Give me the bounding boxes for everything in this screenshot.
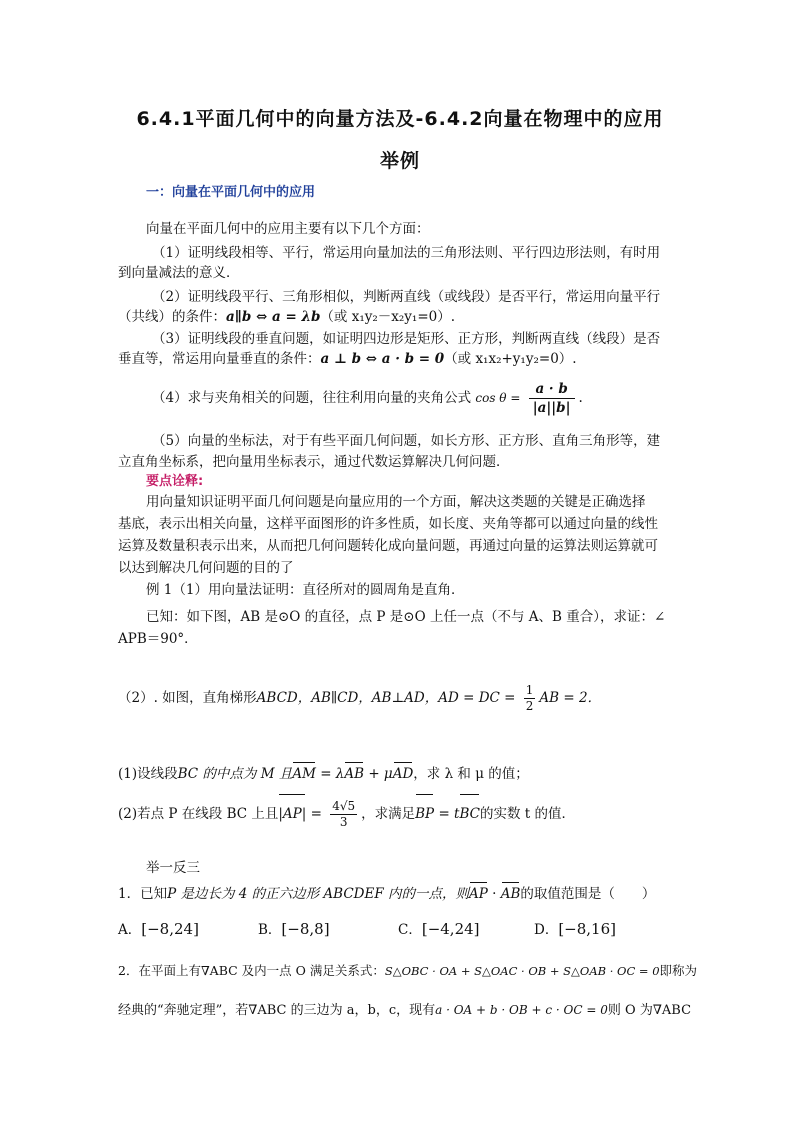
pq1-suffix: 的取值范围是（ ） (520, 886, 656, 902)
choice-d (534, 918, 616, 938)
practice-heading: 举一反三 (146, 860, 200, 876)
angle-formula-fraction (529, 380, 575, 417)
pq1-prefix: 1．已知 (118, 886, 168, 902)
point-2-suffix: （或 x₁y₂－x₂y₁=0）. (320, 309, 456, 325)
practice-question-1 (118, 884, 655, 904)
half-denominator: 2 (525, 699, 534, 713)
notes-line-3: 运算及数量积表示出来，从而把几何问题转化成向量问题，再通过向量的运算法则运算就可 (118, 538, 658, 554)
choice-c (398, 918, 480, 938)
q2-eq: = (306, 806, 322, 822)
point-4-prefix: （4）求与夹角相关的问题，往往利用向量的夹角公式 (152, 390, 472, 406)
ap-length-numerator: 4√5 (332, 799, 356, 813)
q1-plus: + μ (364, 766, 393, 782)
vector-ap-abs: |AP| (278, 796, 306, 832)
q1-suffix: ，求 λ 和 μ 的值； (413, 766, 529, 782)
ap-length-fraction (330, 799, 357, 830)
practice-question-2-line-1 (118, 961, 697, 981)
half-fraction (524, 683, 536, 714)
vector-bp: BP (415, 796, 434, 832)
point-4-line (152, 378, 583, 418)
example-1-line-2: 已知：如下图，AB 是⊙O 的直径，点 P 是⊙O 上任一点（不与 A、B 重合），求证：∠ (146, 609, 666, 625)
example-1-line-3: APB＝90°． (118, 631, 198, 647)
choice-a-value: [−8,24] (141, 920, 199, 938)
example-1-line-1: 例 1（1）用向量法证明：直径所对的圆周角是直角． (146, 582, 465, 598)
page-title: 6.4.1平面几何中的向量方法及-6.4.2向量在物理中的应用 (136, 108, 664, 130)
page-title-continued: 举例 (379, 150, 420, 172)
point-3-suffix: （或 x₁x₂+y₁y₂=0）. (444, 351, 577, 367)
point-1-line-1: （1）证明线段相等、平行，常运用向量加法的三角形法则、平行四边形法则，有时用 (152, 245, 661, 261)
pq2-line2-suffix: 则 O 为∇ABC (607, 1003, 692, 1018)
vector-ad: AD (392, 766, 414, 782)
practice-question-2-line-2 (118, 1000, 691, 1021)
choice-a (118, 918, 199, 938)
notes-line-2: 基底，表示出相关向量，这样平面图形的许多性质，如长度、夹角等都可以通过向量的线性 (118, 516, 658, 532)
vector-ab: AB (344, 766, 365, 782)
point-2-line-1: （2）证明线段平行、三角形相似，判断两直线（或线段）是否平行，常运用向量平行 (152, 289, 661, 305)
part-2-prefix: （2）. 如图，直角梯形 (118, 690, 257, 706)
angle-formula-numerator: a · b (529, 380, 575, 399)
point-3-prefix: 垂直等，常运用向量垂直的条件： (118, 351, 321, 367)
example-1-part-2 (118, 680, 601, 716)
choice-b-label: B． (258, 922, 282, 938)
perpendicular-condition-formula: a ⊥ b ⇔ a · b = 0 (320, 351, 445, 367)
q2-prefix: (2)若点 P 在线段 BC 上且 (118, 806, 279, 822)
pq2-line2-prefix: 经典的“奔驰定理”，若∇ABC 的三边为 a，b，c，现有 (118, 1003, 436, 1018)
point-2-prefix: （共线）的条件： (118, 309, 226, 325)
point-5-line-1: （5）向量的坐标法，对于有些平面几何问题，如长方形、正方形、直角三角形等，建 (152, 433, 661, 449)
point-4-end: . (578, 390, 583, 406)
vector-ap: AP (469, 886, 488, 902)
incenter-formula: a · OA + b · OB + c · OC = 0 (435, 1003, 608, 1017)
notes-line-1: 用向量知识证明平面几何问题是向量应用的一个方面，解决这类题的关键是正确选择 (146, 494, 646, 510)
point-5-line-2: 立直角坐标系，把向量用坐标表示，通过代数运算解决几何问题． (118, 454, 510, 470)
choice-c-label: C． (398, 922, 422, 938)
sub-question-2 (118, 796, 575, 832)
choice-d-label: D． (534, 922, 559, 938)
q2-mid: ，求满足 (361, 806, 416, 822)
point-3-line-1: （3）证明线段的垂直问题，如证明四边形是矩形、正方形，判断两直线（线段）是否 (152, 331, 661, 347)
half-numerator: 1 (525, 683, 534, 697)
part-2-end: AB = 2． (539, 690, 602, 706)
benz-theorem-formula: S△OBC · OA + S△OAC · OB + S△OAB · OC = 0 (384, 964, 660, 978)
vector-am: AM (292, 766, 316, 782)
q2-suffix: 的实数 t 的值． (480, 806, 576, 822)
q1-eq: = λ (315, 766, 345, 782)
pq1-text: P 是边长为 4 的正六边形 ABCDEF 内的一点，则 (167, 886, 470, 902)
choice-d-value: [−8,16] (558, 920, 616, 938)
vector-ab-2: AB (500, 886, 521, 902)
q1-prefix: (1)设线段 (118, 766, 178, 782)
section-heading: 一：向量在平面几何中的应用 (146, 185, 316, 200)
sub-question-1 (118, 764, 529, 784)
parallel-condition-formula: a∥b ⇔ a = λb (226, 309, 321, 325)
choice-c-value: [−4,24] (421, 920, 480, 938)
point-1-line-2: 到向量减法的意义． (118, 265, 240, 281)
choice-b (258, 918, 330, 938)
q2-eq2: = t (434, 806, 460, 822)
point-3-line-2 (118, 349, 577, 369)
angle-formula-denominator: |a||b| (532, 400, 571, 416)
ap-length-denominator: 3 (339, 815, 348, 829)
pq2-suffix: 即称为 (659, 963, 698, 978)
intro-paragraph: 向量在平面几何中的应用主要有以下几个方面： (146, 221, 430, 237)
choice-b-value: [−8,8] (281, 920, 330, 938)
cos-label: cos θ = (475, 391, 521, 405)
pq2-prefix: 2．在平面上有∇ABC 及内一点 O 满足关系式： (118, 963, 385, 978)
notes-line-4: 以达到解决几何问题的目的了 (118, 560, 294, 576)
q1-mid: BC 的中点为 M 且 (177, 766, 293, 782)
point-2-line-2 (118, 307, 455, 327)
choice-a-label: A． (118, 922, 142, 938)
pq1-dot: · (487, 886, 501, 902)
part-2-shape: ABCD，AB∥CD，AB⊥AD，AD = DC = (256, 690, 516, 706)
notes-heading: 要点诠释: (146, 474, 204, 489)
vector-bc: BC (459, 796, 480, 832)
